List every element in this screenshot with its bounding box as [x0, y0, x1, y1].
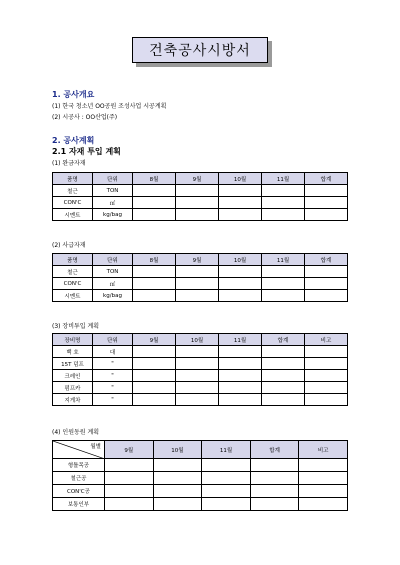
table4-row-0-label-0: 형틀목공 [53, 459, 105, 472]
table3-cell [262, 382, 305, 394]
table-row [53, 346, 348, 358]
table2-cell [262, 278, 305, 290]
table1-row-0-label-0: 철근 [53, 185, 93, 197]
table1-cell [305, 185, 348, 197]
table3-cell [176, 346, 219, 358]
table4-cell [250, 498, 299, 511]
table-row [53, 197, 348, 209]
table3-cell [176, 394, 219, 406]
table1-cell [219, 197, 262, 209]
table3-cell [133, 358, 176, 370]
table-row [53, 370, 348, 382]
table2-cell [133, 290, 176, 302]
table3-cell [133, 382, 176, 394]
table4-cell [202, 459, 251, 472]
table2-header-0: 품명 [53, 254, 93, 266]
table-row [53, 266, 348, 278]
table1-cell [176, 197, 219, 209]
table3-cell [219, 346, 262, 358]
document-title: 건축공사시방서 [132, 37, 268, 63]
table2-cell [262, 290, 305, 302]
table1-cell [133, 185, 176, 197]
table1-cell [219, 209, 262, 221]
table4-cell [299, 459, 348, 472]
table1-cell [133, 209, 176, 221]
table3-cell [219, 394, 262, 406]
table4-cell [250, 459, 299, 472]
table2-cell [262, 266, 305, 278]
table4-cell [299, 472, 348, 485]
table2-cell [133, 266, 176, 278]
table1-cell [219, 185, 262, 197]
table3-cell [176, 358, 219, 370]
table2-cell [219, 278, 262, 290]
table3-cell [305, 382, 348, 394]
table3-cell [219, 370, 262, 382]
table3-header-3: 10월 [176, 334, 219, 346]
table3-cell [133, 370, 176, 382]
table2-cell [219, 290, 262, 302]
table2-cell [305, 290, 348, 302]
table3-cell [305, 358, 348, 370]
table3-cell [262, 346, 305, 358]
table4-row-1-label-0: 철근공 [53, 472, 105, 485]
table4-cell [202, 485, 251, 498]
table4 [52, 440, 348, 511]
table4-cell [202, 498, 251, 511]
table3-header-4: 11월 [219, 334, 262, 346]
table4-header-2: 11월 [202, 441, 251, 459]
table2-row-2-label-1: kg/bag [93, 290, 133, 302]
table3 [52, 333, 348, 406]
table2-cell [176, 290, 219, 302]
section1-heading: 1. 공사개요 [52, 90, 95, 99]
table3-cell [176, 382, 219, 394]
table4-cell [153, 459, 202, 472]
table1-cell [262, 197, 305, 209]
table3-row-2-label-0: 크레인 [53, 370, 93, 382]
table4-cell [153, 485, 202, 498]
table2-header-row [53, 254, 348, 266]
table1-row-2-label-0: 시멘트 [53, 209, 93, 221]
table4-cell [153, 472, 202, 485]
table3-row-1-label-0: 15T 덤프 [53, 358, 93, 370]
table1-row-1-label-0: CON'C [53, 197, 93, 209]
table3-cell [262, 394, 305, 406]
table3-row-3-label-1: " [93, 382, 133, 394]
table3-cell [305, 394, 348, 406]
table3-header-5: 합계 [262, 334, 305, 346]
table1-cell [262, 209, 305, 221]
section2-subheading: 2.1 자재 투입 계획 [52, 147, 121, 156]
table-row [53, 472, 348, 485]
table3-row-0-label-0: 백 호 [53, 346, 93, 358]
table3-caption: (3) 장비투입 계획 [52, 323, 100, 330]
table2-row-0-label-1: TON [93, 266, 133, 278]
table2 [52, 253, 348, 302]
table3-cell [133, 394, 176, 406]
table3-header-1: 단위 [93, 334, 133, 346]
table2-cell [219, 266, 262, 278]
table4-cell [299, 485, 348, 498]
table1-cell [305, 197, 348, 209]
table3-row-4-label-1: " [93, 394, 133, 406]
table3-cell [219, 358, 262, 370]
table-row [53, 459, 348, 472]
table3-header-0: 장비명 [53, 334, 93, 346]
table3-cell [219, 382, 262, 394]
table3-cell [176, 370, 219, 382]
table3-row-1-label-1: " [93, 358, 133, 370]
table4-header-0: 9월 [105, 441, 154, 459]
section1-line-1: (1) 한국 청소년 OO공원 조성사업 시공계획 [52, 103, 167, 110]
table4-cell [250, 485, 299, 498]
table1-caption: (1) 완금자재 [52, 160, 86, 167]
table4-cell [299, 498, 348, 511]
table2-cell [176, 278, 219, 290]
table3-header-6: 비고 [305, 334, 348, 346]
table2-header-4: 10월 [219, 254, 262, 266]
table2-header-3: 9월 [176, 254, 219, 266]
table4-row-3-label-0: 보통인부 [53, 498, 105, 511]
table3-row-3-label-0: 펌프카 [53, 382, 93, 394]
table1-row-1-label-1: ㎥ [93, 197, 133, 209]
table4-header-1: 10월 [153, 441, 202, 459]
table1-header-1: 단위 [93, 173, 133, 185]
table1 [52, 172, 348, 221]
table1-cell [262, 185, 305, 197]
table-row [53, 209, 348, 221]
table4-cell [105, 485, 154, 498]
table1-cell [305, 209, 348, 221]
table1-header-4: 10월 [219, 173, 262, 185]
table4-header-4: 비고 [299, 441, 348, 459]
table2-header-2: 8월 [133, 254, 176, 266]
table3-cell [262, 358, 305, 370]
table4-cell [202, 472, 251, 485]
table-row [53, 498, 348, 511]
table4-corner-label: 월별 [90, 444, 101, 450]
table1-header-2: 8월 [133, 173, 176, 185]
table2-cell [176, 266, 219, 278]
table1-cell [133, 197, 176, 209]
table2-cell [133, 278, 176, 290]
table3-cell [305, 346, 348, 358]
table1-cell [176, 185, 219, 197]
table2-row-0-label-0: 철근 [53, 266, 93, 278]
table1-header-row [53, 173, 348, 185]
table1-row-2-label-1: kg/bag [93, 209, 133, 221]
table4-cell [250, 472, 299, 485]
table2-header-6: 합계 [305, 254, 348, 266]
table4-row-2-label-0: CON'C공 [53, 485, 105, 498]
table1-header-3: 9월 [176, 173, 219, 185]
table1-header-0: 품명 [53, 173, 93, 185]
table3-header-row [53, 334, 348, 346]
table-row [53, 394, 348, 406]
table-row [53, 382, 348, 394]
table4-cell [105, 498, 154, 511]
table-row [53, 185, 348, 197]
table2-header-1: 단위 [93, 254, 133, 266]
table2-header-5: 11월 [262, 254, 305, 266]
table4-cell [153, 498, 202, 511]
table2-row-2-label-0: 시멘트 [53, 290, 93, 302]
table2-row-1-label-0: CON'C [53, 278, 93, 290]
table3-row-4-label-0: 지게차 [53, 394, 93, 406]
table2-row-1-label-1: ㎥ [93, 278, 133, 290]
table4-cell [105, 459, 154, 472]
table1-header-6: 합계 [305, 173, 348, 185]
table3-row-0-label-1: 대 [93, 346, 133, 358]
table1-cell [176, 209, 219, 221]
table4-header-row [53, 441, 348, 459]
table4-header-3: 합계 [250, 441, 299, 459]
table3-row-2-label-1: " [93, 370, 133, 382]
section1-line-2: (2) 시공사 : OO산업(주) [52, 114, 118, 121]
table-row [53, 485, 348, 498]
table4-cell [105, 472, 154, 485]
table-row [53, 290, 348, 302]
table3-cell [305, 370, 348, 382]
table3-cell [133, 346, 176, 358]
title-banner [132, 37, 272, 67]
table4-caption: (4) 인원동원 계획 [52, 429, 100, 436]
table1-row-0-label-1: TON [93, 185, 133, 197]
table2-cell [305, 266, 348, 278]
table-row [53, 358, 348, 370]
table2-caption: (2) 사급자재 [52, 242, 86, 249]
table-row [53, 278, 348, 290]
table2-cell [305, 278, 348, 290]
table3-header-2: 9월 [133, 334, 176, 346]
section2-heading: 2. 공사계획 [52, 136, 95, 145]
table1-header-5: 11월 [262, 173, 305, 185]
table3-cell [262, 370, 305, 382]
table4-corner-cell [53, 441, 105, 459]
